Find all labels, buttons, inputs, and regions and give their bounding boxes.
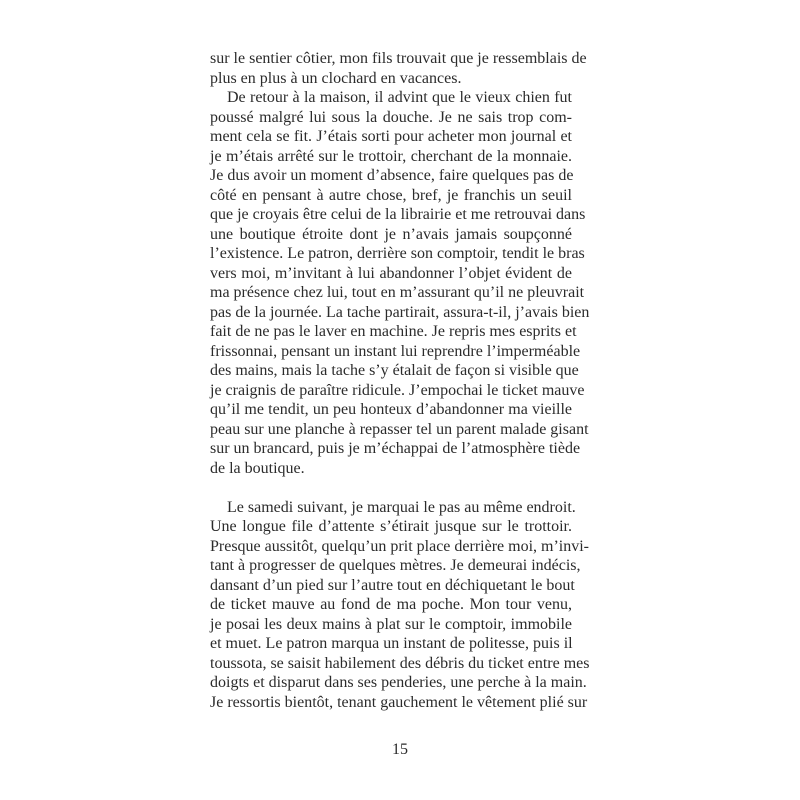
paragraph [210,49,587,88]
text-line: sur le sentier côtier, mon fils trouvait que je ressemblais de [210,50,587,67]
text-line: je m’étais arrêté sur le trottoir, cherchant de la monnaie. [210,147,572,165]
text-line: ment cela se fit. J’étais sorti pour acheter mon journal et [210,128,572,145]
text-line: fait de ne pas le laver en machine. Je repris mes esprits et [210,323,577,340]
paragraph [210,88,590,478]
text-line: de ticket mauve au fond de ma poche. Mon tour venu, [210,596,572,613]
text-line: sur un brancard, puis je m’échappai de l’atmosphère tiède [210,440,581,457]
text-line: Je dus avoir un moment d’absence, faire quelques pas de [210,167,574,184]
text-line: frissonnai, pensant un instant lui reprendre l’imperméable [210,342,581,360]
text-line: peau sur une planche à repasser tel un parent malade gisant [210,420,589,438]
text-line: je craignis de paraître ridicule. J’empochai le ticket mauve [210,381,585,399]
text-line: de la boutique. [210,459,305,477]
text-line: plus en plus à un clochard en vacances. [210,69,462,87]
text-line: Le samedi suivant, je marquai le pas au même endroit. [227,498,576,516]
text-line: que je croyais être celui de la librairie et me retrouvai dans [210,206,586,223]
text-line: qu’il me tendit, un peu honteux d’abandonner ma vieille [210,401,572,418]
text-line: doigts et disparut dans ses penderies, une perche à la main. [210,674,587,691]
text-line: Une longue file d’attente s’étirait jusque sur le trottoir. [210,518,572,535]
text-line: Je ressortis bientôt, tenant gauchement le vêtement plié sur [210,693,588,711]
text-line: poussé malgré lui sous la douche. Je ne sais trop com- [210,108,572,126]
page-number: 15 [392,741,408,758]
text-line: des mains, mais la tache s’y étalait de façon si visible que [210,362,579,379]
text-line: une boutique étroite dont je n’avais jamais soupçonné [210,225,572,243]
paragraph-gap [210,478,572,498]
text-line: De retour à la maison, il advint que le vieux chien fut [227,89,572,106]
text-line: ma présence chez lui, tout en m’assurant qu’il ne pleuvrait [210,284,585,301]
text-line: Presque aussitôt, quelqu’un prit place derrière moi, m’invi- [210,537,590,555]
paragraph [210,498,590,713]
body-text [210,49,590,712]
text-line: l’existence. Le patron, derrière son comptoir, tendit le bras [210,245,585,262]
text-line: côté en pensant à autre chose, bref, je franchis un seuil [210,186,572,204]
text-line: toussota, se saisit habilement des débris du ticket entre mes [210,654,590,672]
text-line: et muet. Le patron marqua un instant de politesse, puis il [210,635,573,652]
text-line: vers moi, m’invitant à lui abandonner l’objet évident de [210,264,572,282]
text-line: pas de la journée. La tache partirait, assura-t-il, j’avais bien [210,303,590,321]
text-line: tant à progresser de quelques mètres. Je demeurai indécis, [210,557,581,574]
text-line: dansant d’un pied sur l’autre tout en déchiquetant le bout [210,576,575,594]
text-line: je posai les deux mains à plat sur le comptoir, immobile [210,615,572,633]
